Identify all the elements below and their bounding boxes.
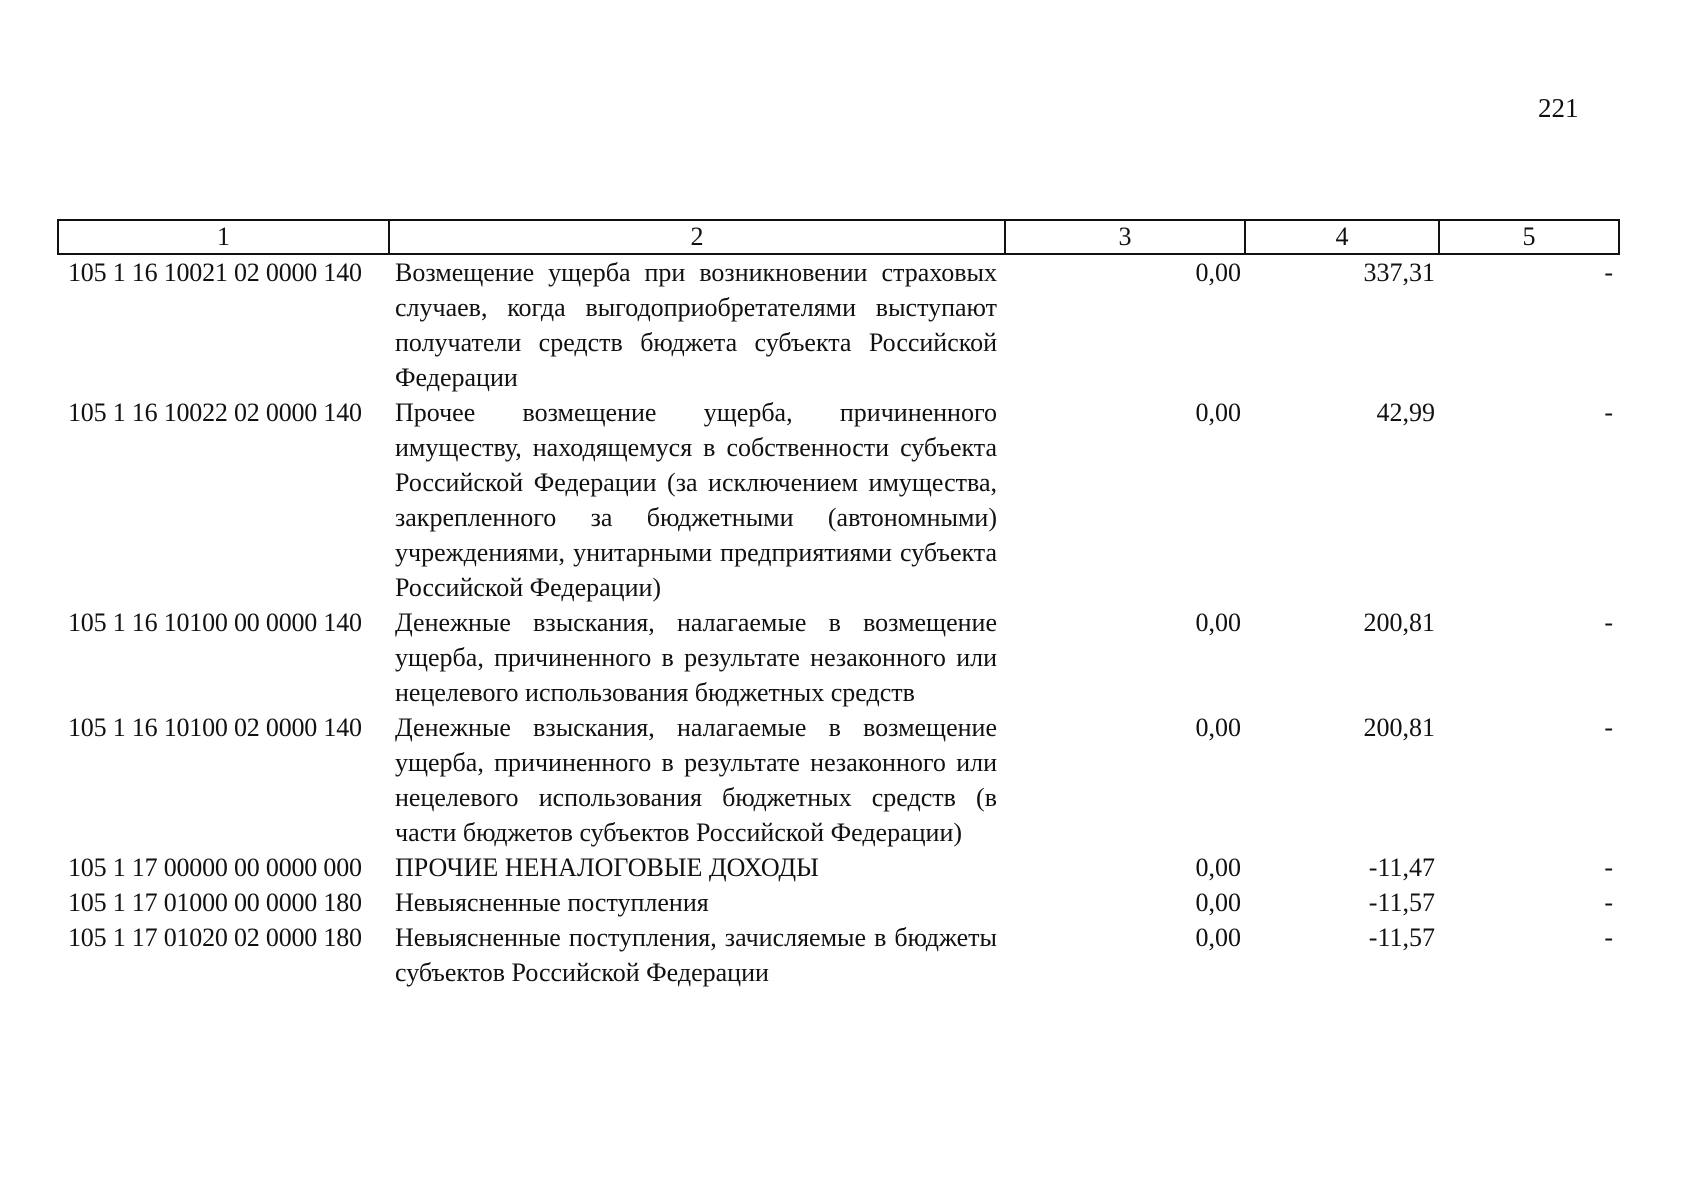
row-code: 105 1 16 10100 00 0000 140 xyxy=(68,608,362,637)
table-row xyxy=(58,920,1619,990)
row-col4-value: 200,81 xyxy=(1363,713,1435,742)
row-col3-value: 0,00 xyxy=(1195,923,1241,952)
table-row xyxy=(58,254,1619,395)
row-col3-value: 0,00 xyxy=(1195,888,1241,917)
table-row xyxy=(58,885,1619,920)
row-description: ПРОЧИЕ НЕНАЛОГОВЫЕ ДОХОДЫ xyxy=(395,853,819,882)
row-col5-value: - xyxy=(1604,258,1613,287)
header-col-5: 5 xyxy=(1439,220,1619,254)
row-code: 105 1 17 01020 02 0000 180 xyxy=(68,923,362,952)
row-code: 105 1 16 10022 02 0000 140 xyxy=(68,398,362,427)
row-col3-value: 0,00 xyxy=(1195,258,1241,287)
row-description: Невыясненные поступления, зачисляемые в бюджеты субъектов Российской Федерации xyxy=(395,923,997,987)
table-row xyxy=(58,850,1619,885)
row-col4-value: 200,81 xyxy=(1363,608,1435,637)
header-col-1: 1 xyxy=(58,220,389,254)
row-col4-value: -11,57 xyxy=(1368,923,1435,952)
row-code: 105 1 16 10100 02 0000 140 xyxy=(68,713,362,742)
row-col5-value: - xyxy=(1604,888,1613,917)
table-row xyxy=(58,605,1619,710)
table-row xyxy=(58,395,1619,605)
row-code: 105 1 16 10021 02 0000 140 xyxy=(68,258,362,287)
row-description: Прочее возмещение ущерба, причиненного имуществу, находящемуся в собственности субъекта Российской Федерации (за исключением имущества, закрепленного за бюджетными (автономными) учреждениями, унитарными предприятиями субъекта Российской Федерации) xyxy=(395,398,997,602)
row-description: Денежные взыскания, налагаемые в возмещение ущерба, причиненного в результате незаконного или нецелевого использования бюджетных средств (в части бюджетов субъектов Российской Федерации) xyxy=(395,713,997,847)
row-col3-value: 0,00 xyxy=(1195,398,1241,427)
row-col4-value: 42,99 xyxy=(1376,398,1435,427)
row-col3-value: 0,00 xyxy=(1195,608,1241,637)
row-description: Невыясненные поступления xyxy=(395,888,709,917)
header-col-2: 2 xyxy=(389,220,1005,254)
row-col3-value: 0,00 xyxy=(1195,853,1241,882)
row-col5-value: - xyxy=(1604,853,1613,882)
header-col-4: 4 xyxy=(1245,220,1439,254)
row-code: 105 1 17 00000 00 0000 000 xyxy=(68,853,362,882)
row-col4-value: -11,57 xyxy=(1368,888,1435,917)
table-row xyxy=(58,710,1619,850)
budget-table xyxy=(57,219,1620,990)
row-col5-value: - xyxy=(1604,923,1613,952)
row-col5-value: - xyxy=(1604,713,1613,742)
row-code: 105 1 17 01000 00 0000 180 xyxy=(68,888,362,917)
row-col4-value: 337,31 xyxy=(1363,258,1435,287)
row-description: Денежные взыскания, налагаемые в возмещение ущерба, причиненного в результате незаконного или нецелевого использования бюджетных средств xyxy=(395,608,997,707)
header-col-3: 3 xyxy=(1005,220,1245,254)
page-number: 221 xyxy=(1538,93,1579,123)
header-row xyxy=(58,220,1619,254)
row-col5-value: - xyxy=(1604,608,1613,637)
row-col4-value: -11,47 xyxy=(1368,853,1435,882)
row-col5-value: - xyxy=(1604,398,1613,427)
row-description: Возмещение ущерба при возникновении страховых случаев, когда выгодоприобретателями выступают получатели средств бюджета субъекта Российской Федерации xyxy=(395,258,997,392)
row-col3-value: 0,00 xyxy=(1195,713,1241,742)
